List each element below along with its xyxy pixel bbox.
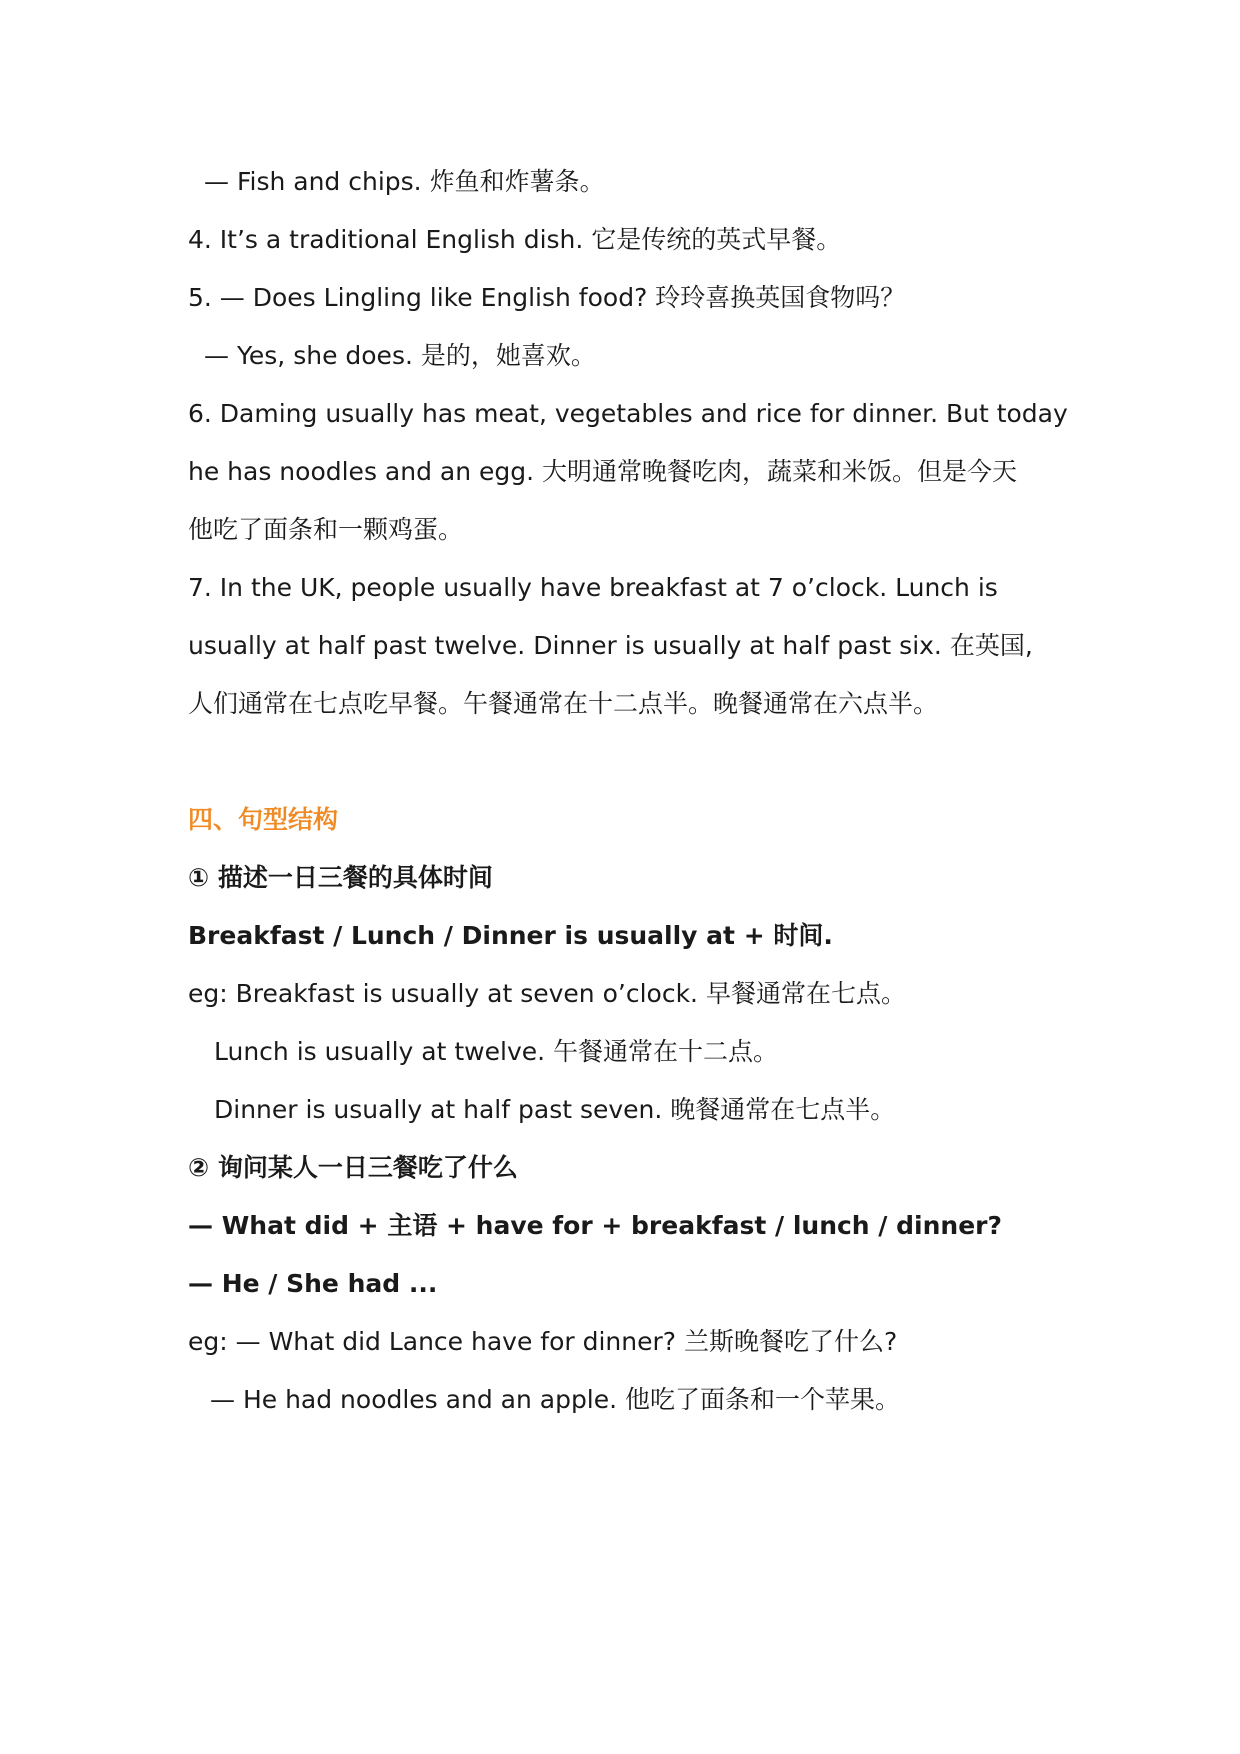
item-5-answer: — Yes, she does. 是的，她喜欢。 [204,341,596,370]
item-7-line-2: usually at half past twelve. Dinner is usually at half past six. 在英国, [188,631,1033,660]
item-6-line-1: 6. Daming usually has meat, vegetables and rice for dinner. But today [188,399,1068,428]
item-7-line-3: 人们通常在七点吃早餐。午餐通常在十二点半。晚餐通常在六点半。 [188,689,939,718]
pattern-2-heading: ② 询问某人一日三餐吃了什么 [188,1153,518,1182]
pattern-1-example-3: Dinner is usually at half past seven. 晚餐通常在七点半。 [214,1095,896,1124]
pattern-2-question: — What did + 主语 + have for + breakfast / lunch / dinner? [188,1211,1002,1240]
pattern-1-heading: ① 描述一日三餐的具体时间 [188,863,493,892]
pattern-1-example-2: Lunch is usually at twelve. 午餐通常在十二点。 [214,1037,779,1066]
item-5-question: 5. — Does Lingling like English food? 玲玲喜换英国食物吗？ [188,283,906,312]
pattern-2-example-question: eg: — What did Lance have for dinner? 兰斯晚餐吃了什么? [188,1327,898,1356]
pattern-2-answer: — He / She had ... [188,1269,438,1298]
item-6-line-2: he has noodles and an egg. 大明通常晚餐吃肉，蔬菜和米饭。但是今天 [188,457,1018,486]
answer-line: — Fish and chips. 炸鱼和炸薯条。 [204,167,605,196]
item-4: 4. It’s a traditional English dish. 它是传统的英式早餐。 [188,225,842,254]
pattern-2-example-answer: — He had noodles and an apple. 他吃了面条和一个苹果。 [210,1385,901,1414]
pattern-1-example-1: eg: Breakfast is usually at seven o’clock. 早餐通常在七点。 [188,979,906,1008]
section-title: 四、句型结构 [188,805,339,834]
item-6-line-3: 他吃了面条和一颗鸡蛋。 [188,515,464,544]
item-7-line-1: 7. In the UK, people usually have breakfast at 7 o’clock. Lunch is [188,573,998,602]
pattern-1-structure: Breakfast / Lunch / Dinner is usually at + 时间. [188,921,833,950]
